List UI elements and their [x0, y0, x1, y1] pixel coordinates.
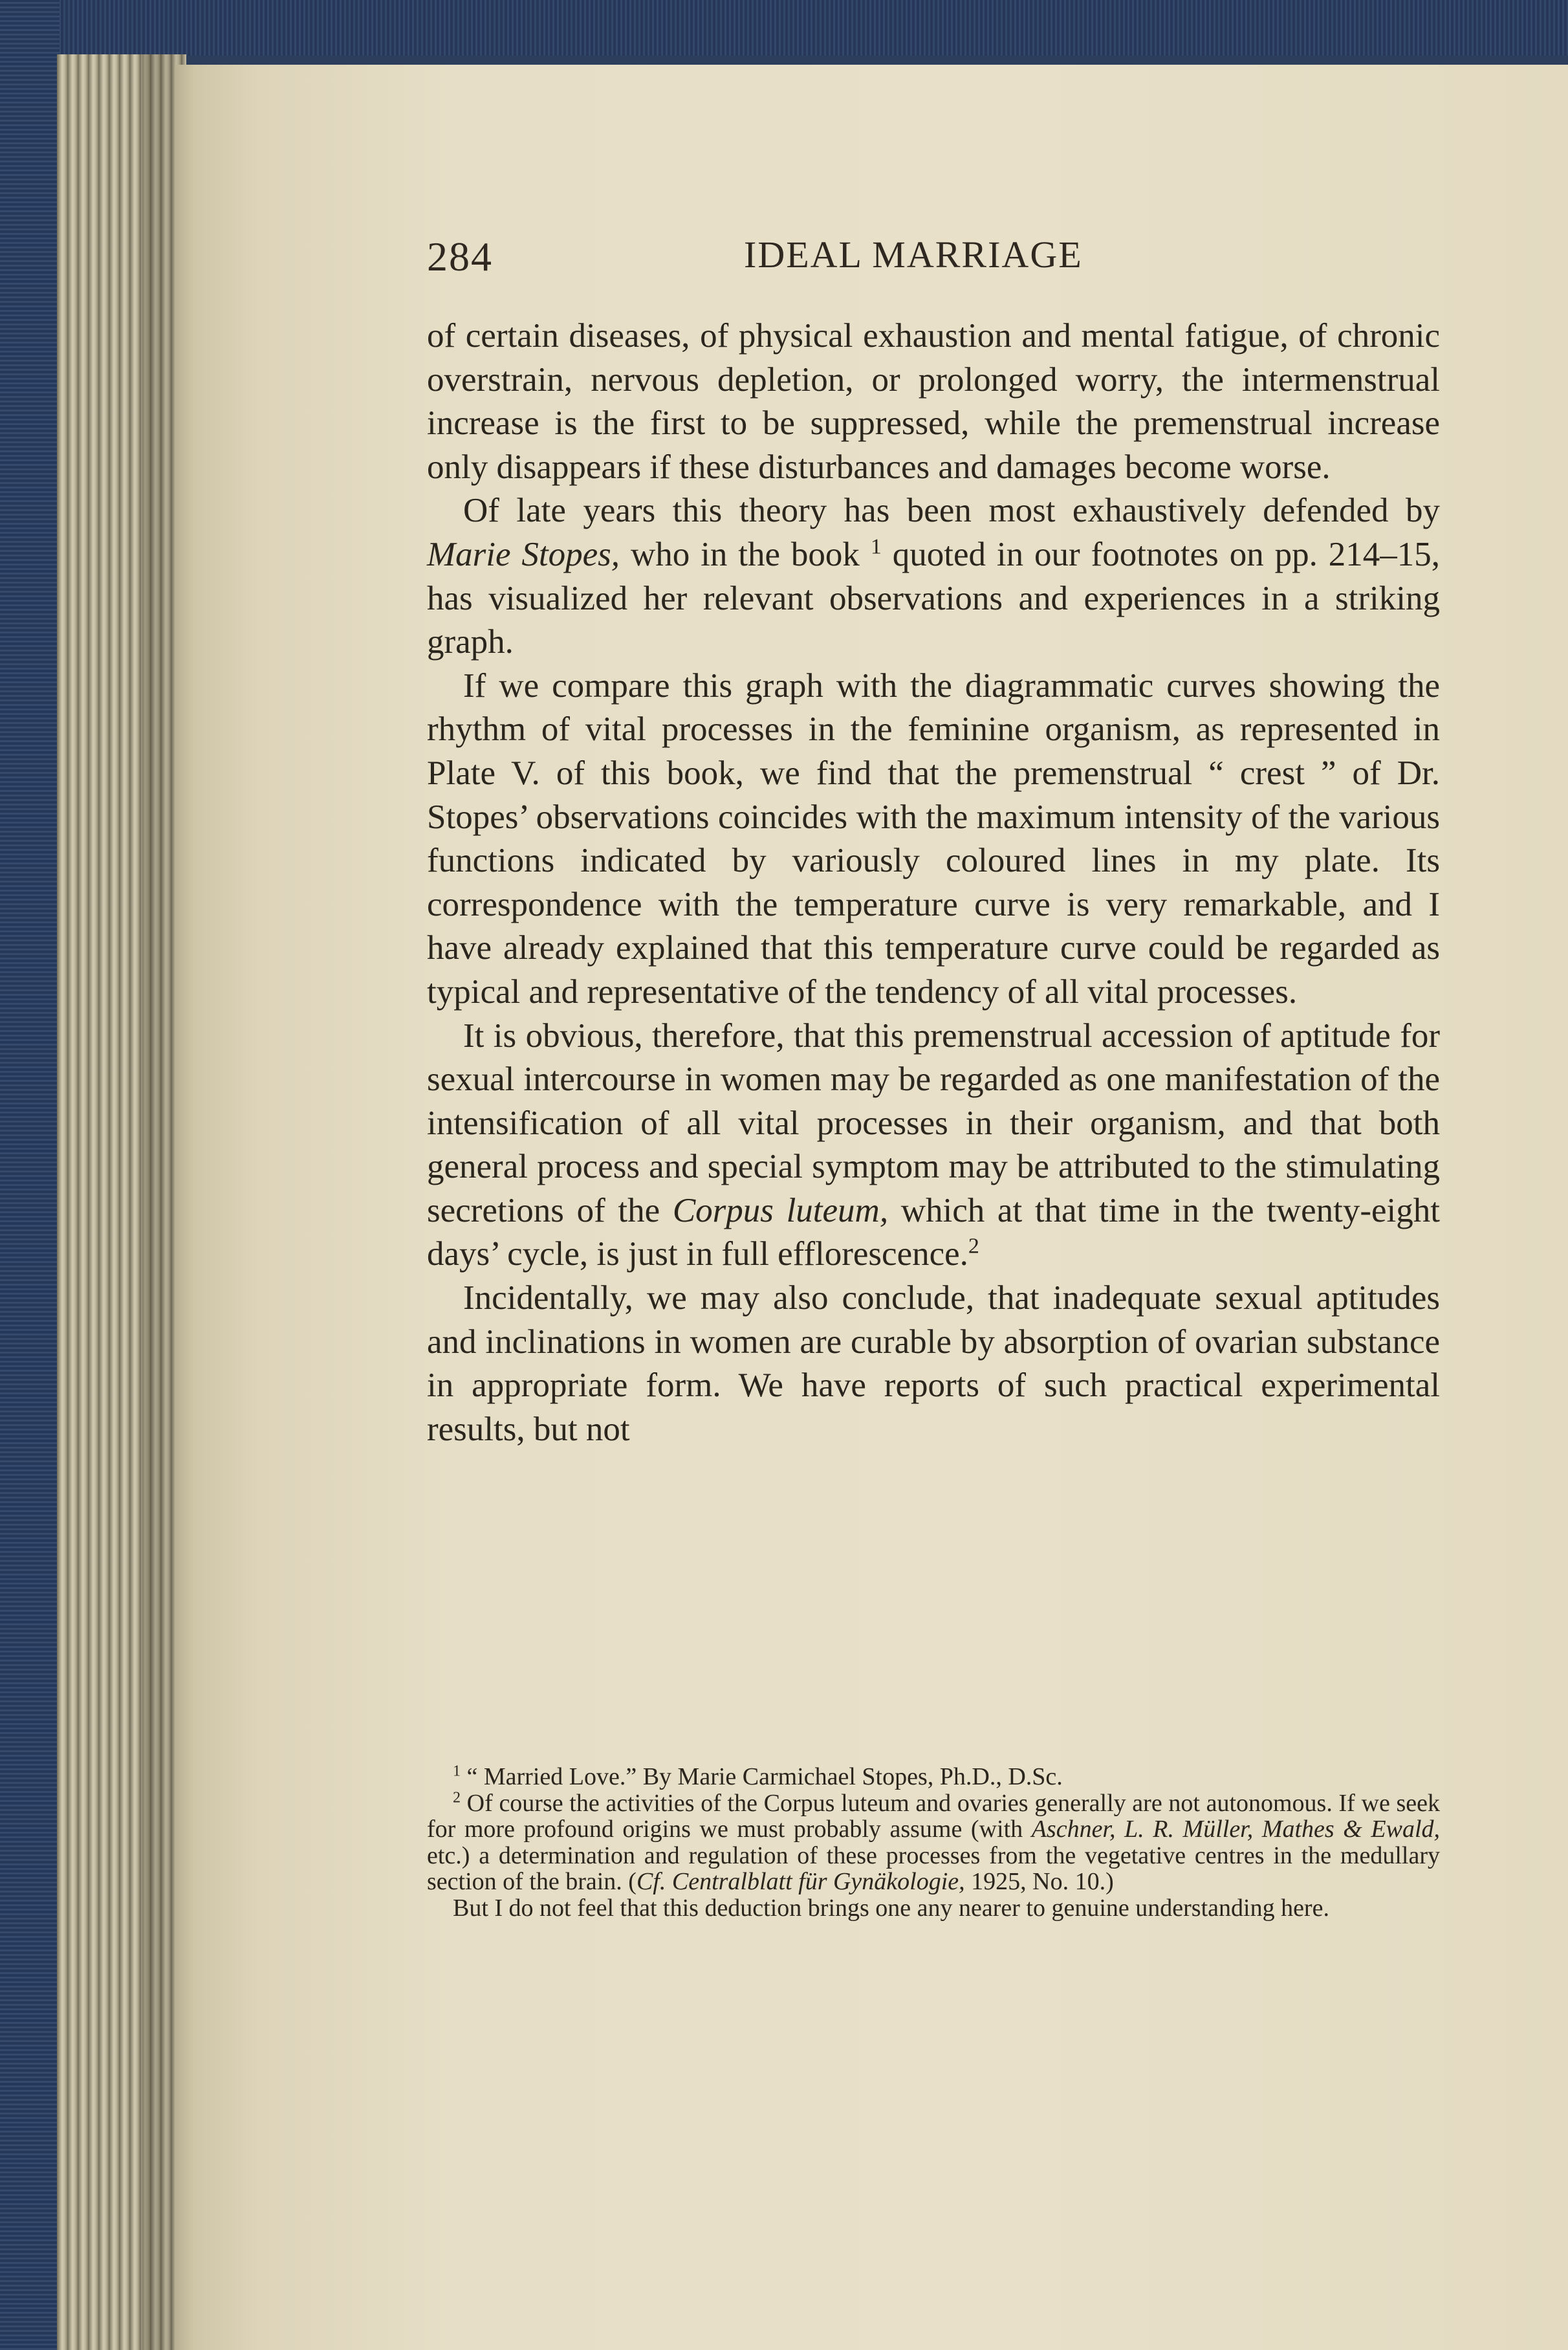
- footnote-2: $^2$ Of course the activities of the Corpus luteum and ovaries generally are not autonomous. If we seek for more profound origins we must probably assume (with Aschner, L. R. Müller, Mathes & Ewald, etc.) a determination and regulation of these processes from the vegetative centres in the medullary section of the brain. (Cf. Centralblatt für Gynäkologie, 1925, No. 10.): [427, 1788, 1441, 1895]
- paragraph-5: Incidentally, we may also conclude, that inadequate sexual aptitudes and inclinations in women are curable by absorption of ovarian substance in appropriate form. We have reports of such practical experimental results, but not: [427, 1279, 1440, 1448]
- gutter-shadow: [142, 54, 194, 2350]
- footnotes: [427, 1764, 1440, 1921]
- cover-spine-edge: [0, 0, 60, 2350]
- author-name: Marie Stopes,: [427, 535, 620, 573]
- paragraph-4: It is obvious, therefore, that this premenstrual accession of aptitude for sexual intercourse in women may be regarded as one manifestation of the intensification of all vital processes in their organism, and that both general process and special symptom may be attributed to the stimulating secretions of the Corpus luteum, which at that time in the twenty-eight days’ cycle, is just in full efflorescence.$^2$: [427, 1016, 1440, 1273]
- page-number: 284: [427, 234, 493, 280]
- paragraph-2: Of late years this theory has been most exhaustively defended by Marie Stopes, who in the book $^1$ quoted in our footnotes on pp. 214–15, has visualized her relevant observations and experiences in a striking graph.: [427, 492, 1441, 661]
- paragraph-1: of certain diseases, of physical exhaustion and mental fatigue, of chronic overstrain, nervous depletion, or prolonged worry, the intermenstrual increase is the first to be suppressed, while the premenstrual increase only disappears if these disturbances and damages become worse.: [427, 317, 1440, 486]
- running-title: IDEAL MARRIAGE: [744, 234, 1083, 276]
- cover-top-edge: [0, 0, 1568, 56]
- term-corpus-luteum: Corpus luteum,: [672, 1191, 889, 1229]
- footnote-ref-1: 1: [870, 534, 882, 559]
- paragraph-3: If we compare this graph with the diagrammatic curves showing the rhythm of vital processes in the feminine organism, as represented in Plate V. of this book, we find that the premenstrual “ crest ” of Dr. Stopes’ observations coincides with the maximum intensity of the various functions indicated by variously coloured lines in my plate. Its correspondence with the temperature curve is very remarkable, and I have already explained that this temperature curve could be regarded as typical and representative of the tendency of all vital processes.: [427, 666, 1440, 1011]
- footnote-ref-2: 2: [968, 1234, 979, 1258]
- footnote-2-continuation: But I do not feel that this deduction brings one any nearer to genuine understanding here.: [453, 1894, 1329, 1922]
- body-text: [427, 314, 1440, 1451]
- footnote-1: $^1$ “ Married Love.” By Marie Carmichael Stopes, Ph.D., D.Sc.: [453, 1762, 1063, 1790]
- running-head: [427, 233, 1440, 298]
